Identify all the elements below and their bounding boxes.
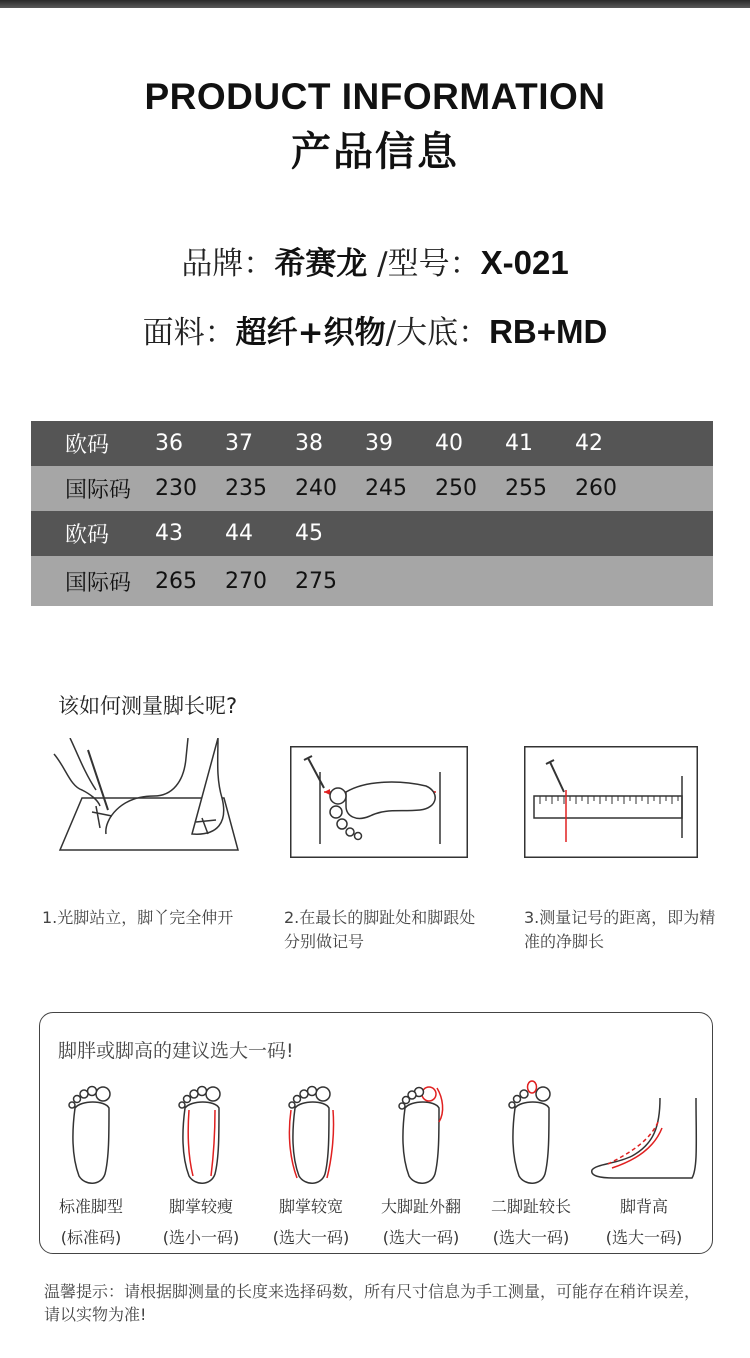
ruler-measure-illustration: [524, 746, 698, 858]
foot-type-recommendation: (标准码): [60, 1228, 122, 1247]
foot-on-paper-illustration: [46, 738, 246, 858]
sole-value: RB+MD: [489, 313, 608, 350]
foot-type-recommendation: (选大一码): [605, 1228, 683, 1247]
brand-model-line: [0, 238, 750, 283]
size-row-eu-2: [31, 511, 713, 556]
size-cell: 39: [365, 431, 393, 456]
wide-foot-icon: [281, 1078, 341, 1186]
foot-type-recommendation: (选小一码): [162, 1228, 240, 1247]
size-cell: 36: [155, 431, 183, 456]
size-row-eu-1: [31, 421, 713, 466]
step-3-text: 3.测量记号的距离，即为精准的净脚长: [524, 908, 716, 951]
size-cell: 240: [295, 476, 337, 501]
foot-type-bunion: [366, 1078, 476, 1248]
foot-type-recommendation: (选大一码): [382, 1228, 460, 1247]
foot-type-recommendation: (选大一码): [272, 1228, 350, 1247]
model-label: /型号：: [367, 246, 481, 282]
size-row-intl-1: [31, 466, 713, 511]
advice-title: 脚胖或脚高的建议选大一码!: [58, 1040, 294, 1062]
foot-type-high-instep: [584, 1078, 704, 1248]
row-label: 欧码: [65, 433, 110, 458]
size-cell: 230: [155, 476, 197, 501]
step-2-text: 2.在最长的脚趾处和脚跟处分别做记号: [284, 908, 476, 951]
sole-label: /大底：: [385, 315, 490, 351]
measure-question: 该如何测量脚长呢?: [58, 694, 238, 718]
long-second-toe-foot-icon: [501, 1078, 561, 1186]
size-cell: 275: [295, 568, 337, 594]
title-english: PRODUCT INFORMATION: [144, 76, 606, 117]
foot-type-name: 脚背高: [619, 1197, 668, 1216]
high-instep-foot-icon: [588, 1078, 700, 1186]
foot-type-wide: [256, 1078, 366, 1248]
foot-type-name: 二脚趾较长: [490, 1197, 571, 1216]
row-label: 国际码: [65, 478, 132, 503]
size-cell: 270: [225, 568, 267, 594]
size-cell: 44: [225, 521, 253, 546]
size-cell: 245: [365, 476, 407, 501]
material-value: 超纤+织物: [235, 315, 386, 351]
step-1-text: 1.光脚站立，脚丫完全伸开: [42, 908, 234, 927]
foot-type-name: 标准脚型: [58, 1197, 123, 1216]
title-chinese: 产品信息: [291, 129, 459, 175]
size-cell: 260: [575, 476, 617, 501]
row-label: 欧码: [65, 523, 110, 548]
brand-label: 品牌：: [181, 246, 275, 282]
foot-type-long-second-toe: [476, 1078, 586, 1248]
material-sole-line: [0, 307, 750, 352]
size-table: [31, 421, 713, 606]
foot-marking-illustration: [290, 746, 468, 858]
size-cell: 255: [505, 476, 547, 501]
size-cell: 38: [295, 431, 323, 456]
foot-type-name: 脚掌较瘦: [168, 1197, 233, 1216]
narrow-foot-icon: [171, 1078, 231, 1186]
foot-type-narrow: [146, 1078, 256, 1248]
size-row-intl-2: [31, 556, 713, 606]
model-value: X-021: [480, 244, 569, 281]
brand-value: 希赛龙: [274, 246, 368, 282]
row-label: 国际码: [65, 570, 132, 596]
size-cell: 42: [575, 431, 603, 456]
size-cell: 43: [155, 521, 183, 546]
size-cell: 37: [225, 431, 253, 456]
size-cell: 265: [155, 568, 197, 594]
bunion-foot-icon: [391, 1078, 451, 1186]
warm-tip: 温馨提示：请根据脚测量的长度来选择码数，所有尺寸信息为手工测量，可能存在稍许误差，请以实物为准!: [44, 1282, 701, 1324]
size-cell: 235: [225, 476, 267, 501]
foot-type-recommendation: (选大一码): [492, 1228, 570, 1247]
size-cell: 40: [435, 431, 463, 456]
standard-foot-icon: [61, 1078, 121, 1186]
foot-type-name: 大脚趾外翻: [380, 1197, 461, 1216]
size-cell: 41: [505, 431, 533, 456]
top-bar: [0, 0, 750, 8]
size-cell: 45: [295, 521, 323, 546]
foot-type-name: 脚掌较宽: [278, 1197, 343, 1216]
size-cell: 250: [435, 476, 477, 501]
foot-type-standard: [36, 1078, 146, 1248]
material-label: 面料：: [142, 315, 236, 351]
